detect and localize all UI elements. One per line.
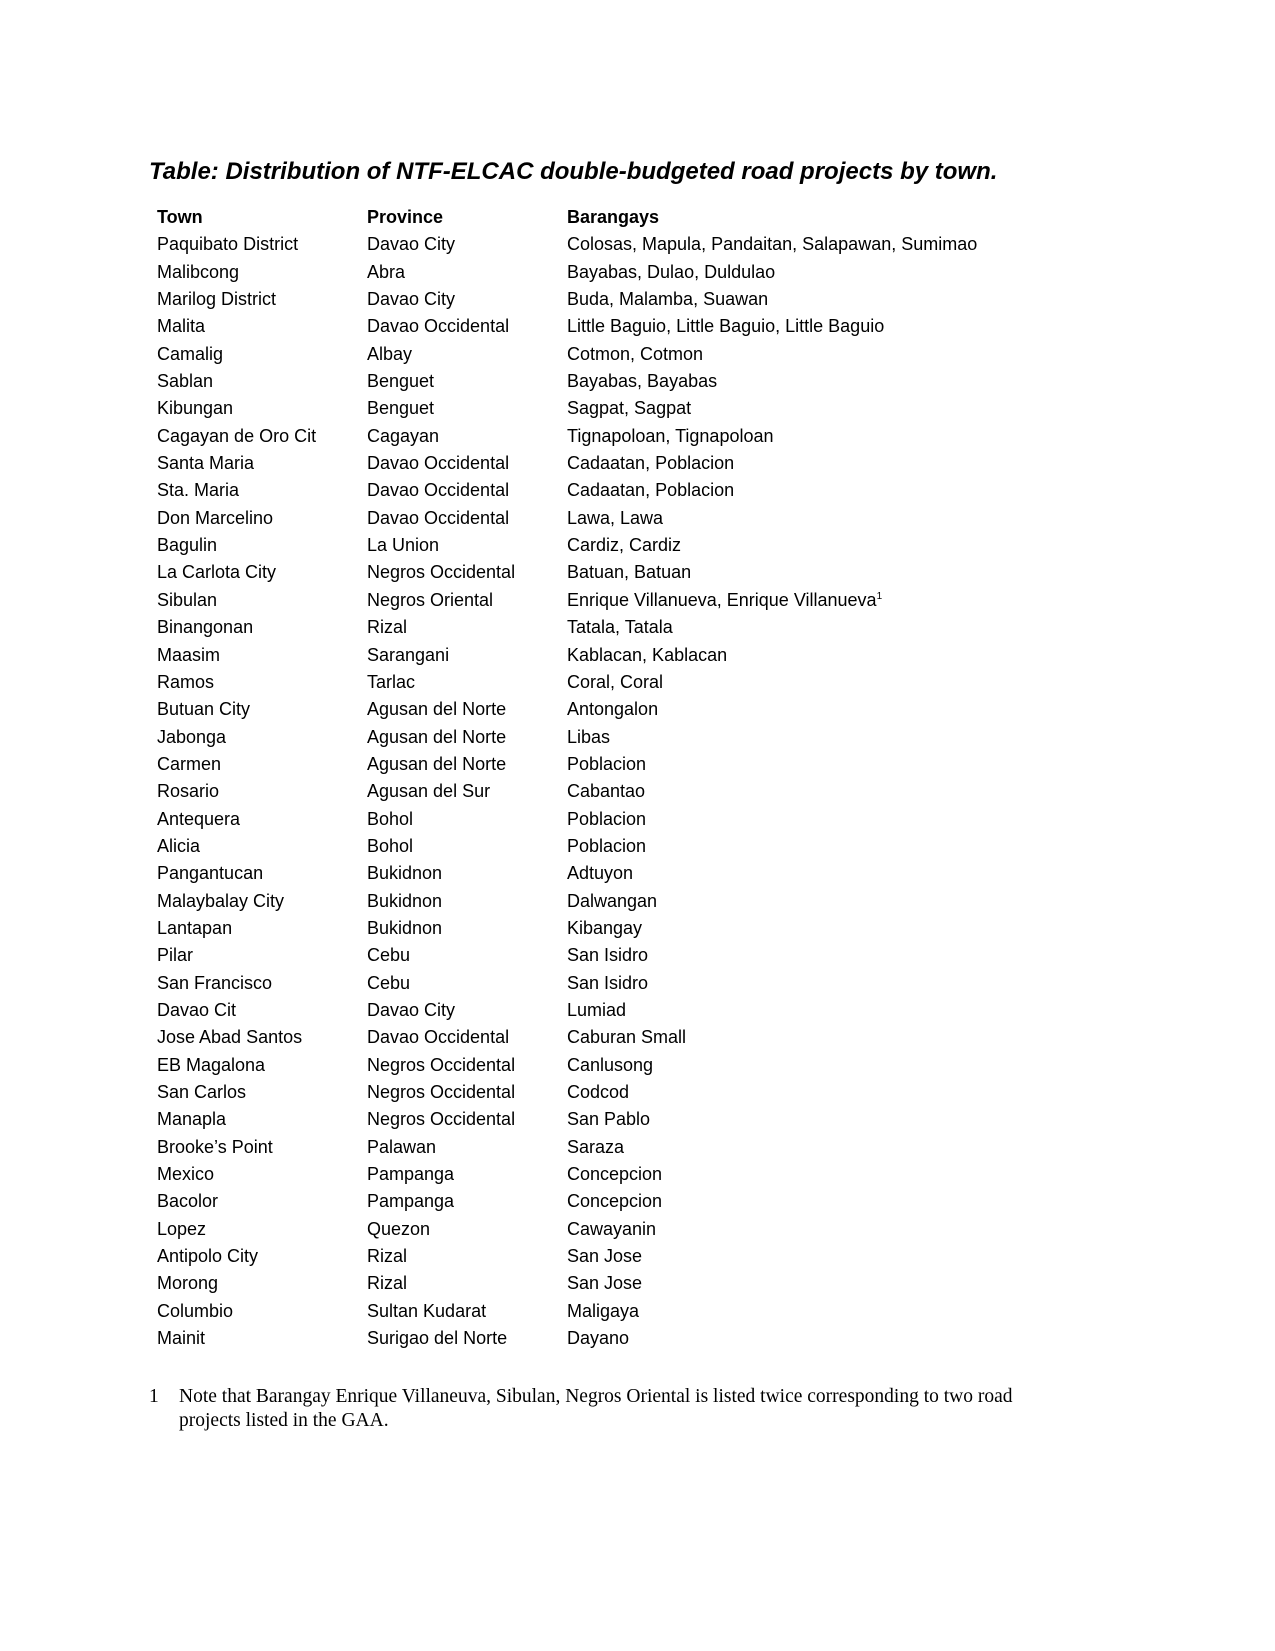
- cell-province: [367, 1188, 567, 1215]
- cell-town-text: San Carlos: [157, 1082, 247, 1102]
- cell-barangays: [567, 477, 1057, 504]
- cell-town-text: Manapla: [157, 1109, 227, 1130]
- cell-town-text: Malibcong: [157, 261, 240, 282]
- cell-province: [367, 997, 567, 1024]
- cell-province-text: Bohol: [367, 808, 414, 829]
- cell-province: [367, 778, 567, 805]
- cell-province: [367, 559, 567, 586]
- cell-barangays: [567, 970, 1057, 997]
- cell-town-text: Bagulin: [157, 535, 218, 556]
- cell-province-text: Sultan Kudarat: [367, 1300, 487, 1321]
- cell-province-text: Abra: [367, 261, 406, 282]
- cell-barangays: [567, 313, 1057, 340]
- cell-town: [157, 778, 367, 805]
- cell-province-text: La Union: [367, 535, 440, 556]
- cell-town: [157, 1325, 367, 1352]
- table-row: [157, 778, 1057, 805]
- cell-barangays-text: Poblacion: [567, 753, 647, 774]
- cell-province-text: Surigao del Norte: [367, 1328, 508, 1349]
- cell-barangays-text: Dalwangan: [567, 890, 658, 911]
- cell-town: [157, 286, 367, 313]
- cell-barangays: [567, 341, 1057, 368]
- cell-town-text: Sta. Maria: [157, 480, 240, 501]
- cell-barangays: [567, 587, 1057, 614]
- cell-town-text: Camalig: [157, 343, 224, 364]
- cell-province-text: Agusan del Sur: [367, 781, 491, 802]
- projects-table: [157, 204, 1057, 1352]
- cell-barangays: [567, 1161, 1057, 1188]
- cell-province-text: Bukidnon: [367, 890, 443, 911]
- cell-barangays: [567, 505, 1057, 532]
- cell-province: [367, 532, 567, 559]
- cell-town-text: Rosario: [157, 781, 220, 802]
- table-row: [157, 888, 1057, 915]
- cell-town: [157, 1270, 367, 1297]
- table-row: [157, 724, 1057, 751]
- footnote-reference: 1: [876, 590, 883, 602]
- cell-barangays-text: Enrique Villanueva, Enrique Villanueva: [567, 589, 877, 610]
- cell-barangays: [567, 1134, 1057, 1161]
- cell-barangays-text: Cadaatan, Poblacion: [567, 453, 735, 474]
- cell-barangays-text: Poblacion: [567, 835, 647, 856]
- cell-town-text: Alicia: [157, 835, 201, 856]
- cell-town-text: Bacolor: [157, 1191, 219, 1212]
- cell-town-text: Jose Abad Santos: [157, 1027, 303, 1048]
- cell-barangays-text: Canlusong: [567, 1054, 654, 1075]
- cell-town: [157, 806, 367, 833]
- cell-province: [367, 942, 567, 969]
- cell-barangays: [567, 669, 1057, 696]
- table-row: [157, 559, 1057, 586]
- cell-province: [367, 368, 567, 395]
- cell-province: [367, 888, 567, 915]
- cell-province: [367, 505, 567, 532]
- cell-town: [157, 970, 367, 997]
- cell-barangays: [567, 751, 1057, 778]
- cell-town: [157, 259, 367, 286]
- cell-town-text: La Carlota City: [157, 562, 277, 583]
- cell-barangays: [567, 231, 1057, 258]
- cell-barangays-text: Tignapoloan, Tignapoloan: [567, 425, 774, 446]
- cell-barangays: [567, 942, 1057, 969]
- cell-province-text: Negros Oriental: [367, 589, 494, 610]
- cell-province-text: Cebu: [367, 945, 411, 966]
- cell-town-text: Cagayan de Oro Cit: [157, 425, 317, 446]
- column-header-province: Province: [367, 207, 444, 227]
- cell-barangays-text: Caburan Small: [567, 1027, 687, 1048]
- cell-barangays: [567, 888, 1057, 915]
- table-row: [157, 614, 1057, 641]
- cell-town: [157, 1052, 367, 1079]
- cell-town: [157, 587, 367, 614]
- cell-barangays-text: San Jose: [567, 1246, 643, 1267]
- cell-province-text: Cebu: [367, 972, 411, 993]
- cell-province-text: Agusan del Norte: [367, 699, 507, 720]
- cell-province: [367, 395, 567, 422]
- cell-town: [157, 532, 367, 559]
- cell-province-text: Bukidnon: [367, 917, 443, 938]
- cell-town-text: Brooke’s Point: [157, 1136, 273, 1157]
- table-row: [157, 696, 1057, 723]
- table-title: Table: Distribution of NTF-ELCAC double-budgeted road projects by town.: [149, 158, 998, 185]
- table-row: [157, 833, 1057, 860]
- cell-town-text: Binangonan: [157, 617, 254, 638]
- cell-town: [157, 1298, 367, 1325]
- footnote-number: 1: [149, 1386, 159, 1407]
- cell-barangays: [567, 860, 1057, 887]
- cell-town: [157, 642, 367, 669]
- cell-town: [157, 942, 367, 969]
- table-row: [157, 997, 1057, 1024]
- cell-town-text: Don Marcelino: [157, 507, 274, 528]
- cell-barangays-text: Coral, Coral: [567, 671, 664, 692]
- table-row: [157, 669, 1057, 696]
- cell-town: [157, 341, 367, 368]
- cell-town-text: Marilog District: [157, 289, 277, 310]
- table-row: [157, 642, 1057, 669]
- table-row: [157, 1024, 1057, 1051]
- cell-town-text: Pangantucan: [157, 863, 264, 884]
- cell-barangays: [567, 724, 1057, 751]
- column-header-town: Town: [157, 207, 203, 227]
- cell-province-text: Davao Occidental: [367, 453, 510, 474]
- table-row: [157, 259, 1057, 286]
- cell-barangays: [567, 259, 1057, 286]
- cell-barangays: [567, 1243, 1057, 1270]
- cell-province: [367, 751, 567, 778]
- cell-barangays-text: Bayabas, Bayabas: [567, 371, 718, 392]
- cell-town: [157, 669, 367, 696]
- cell-town-text: Lopez: [157, 1218, 207, 1239]
- table-header-row: [157, 204, 1057, 231]
- cell-province: [367, 724, 567, 751]
- cell-province: [367, 259, 567, 286]
- cell-province-text: Davao Occidental: [367, 316, 510, 337]
- cell-town: [157, 1134, 367, 1161]
- cell-province-text: Agusan del Norte: [367, 726, 507, 747]
- cell-barangays-text: Concepcion: [567, 1191, 663, 1212]
- cell-town-text: Malita: [157, 316, 206, 337]
- cell-barangays: [567, 1106, 1057, 1133]
- cell-province-text: Palawan: [367, 1136, 437, 1157]
- cell-province: [367, 915, 567, 942]
- cell-province: [367, 423, 567, 450]
- cell-barangays: [567, 532, 1057, 559]
- table-row: [157, 1270, 1057, 1297]
- cell-town: [157, 231, 367, 258]
- cell-barangays-text: Codcod: [567, 1082, 630, 1102]
- cell-barangays: [567, 286, 1057, 313]
- cell-province-text: Davao City: [367, 289, 456, 310]
- cell-province-text: Negros Occidental: [367, 562, 516, 583]
- cell-town-text: Morong: [157, 1273, 219, 1294]
- table-row: [157, 806, 1057, 833]
- cell-town-text: Paquibato District: [157, 234, 299, 255]
- cell-town-text: Lantapan: [157, 917, 233, 938]
- cell-town: [157, 1161, 367, 1188]
- table-row: [157, 970, 1057, 997]
- cell-town-text: Carmen: [157, 753, 222, 774]
- cell-barangays-text: Colosas, Mapula, Pandaitan, Salapawan, Sumimao: [567, 234, 978, 255]
- cell-barangays: [567, 1216, 1057, 1243]
- cell-barangays-text: Bayabas, Dulao, Duldulao: [567, 261, 776, 282]
- cell-barangays-text: Cotmon, Cotmon: [567, 343, 704, 364]
- table-row: [157, 532, 1057, 559]
- cell-province: [367, 833, 567, 860]
- cell-province: [367, 1079, 567, 1106]
- table-row: [157, 1298, 1057, 1325]
- cell-province: [367, 614, 567, 641]
- cell-town: [157, 997, 367, 1024]
- cell-province-text: Albay: [367, 343, 413, 364]
- cell-town: [157, 559, 367, 586]
- table-row: [157, 477, 1057, 504]
- cell-town: [157, 368, 367, 395]
- cell-barangays: [567, 559, 1057, 586]
- cell-barangays-text: San Isidro: [567, 945, 649, 966]
- cell-province-text: Davao City: [367, 234, 456, 255]
- cell-province-text: Davao Occidental: [367, 1027, 510, 1048]
- cell-barangays-text: Maligaya: [567, 1300, 640, 1321]
- cell-province-text: Benguet: [367, 398, 435, 419]
- cell-province: [367, 1052, 567, 1079]
- cell-province-text: Tarlac: [367, 671, 416, 692]
- cell-town-text: Ramos: [157, 671, 215, 692]
- cell-town: [157, 888, 367, 915]
- cell-barangays: [567, 614, 1057, 641]
- cell-province-text: Bohol: [367, 835, 414, 856]
- cell-barangays-text: Dayano: [567, 1328, 630, 1349]
- cell-province: [367, 642, 567, 669]
- cell-town: [157, 1106, 367, 1133]
- cell-province: [367, 1298, 567, 1325]
- cell-province: [367, 669, 567, 696]
- cell-barangays-text: Lawa, Lawa: [567, 507, 664, 528]
- table-row: [157, 1134, 1057, 1161]
- cell-barangays-text: Little Baguio, Little Baguio, Little Baguio: [567, 316, 885, 337]
- cell-barangays: [567, 833, 1057, 860]
- footnote: [149, 1385, 1079, 1433]
- table-row: [157, 1216, 1057, 1243]
- cell-barangays-text: Antongalon: [567, 699, 659, 720]
- cell-province-text: Rizal: [367, 617, 408, 638]
- cell-province-text: Rizal: [367, 1273, 408, 1294]
- cell-barangays: [567, 997, 1057, 1024]
- cell-province: [367, 231, 567, 258]
- cell-province: [367, 970, 567, 997]
- cell-town-text: EB Magalona: [157, 1054, 266, 1075]
- cell-province: [367, 587, 567, 614]
- cell-town: [157, 505, 367, 532]
- cell-province: [367, 1024, 567, 1051]
- cell-barangays-text: Concepcion: [567, 1164, 663, 1185]
- table-row: [157, 1052, 1057, 1079]
- cell-town: [157, 1024, 367, 1051]
- cell-barangays-text: Kibangay: [567, 917, 643, 938]
- table-row: [157, 1106, 1057, 1133]
- table-row: [157, 1079, 1057, 1106]
- cell-province-text: Davao Occidental: [367, 507, 510, 528]
- table-row: [157, 587, 1057, 614]
- table-row: [157, 286, 1057, 313]
- table-row: [157, 313, 1057, 340]
- cell-barangays: [567, 368, 1057, 395]
- cell-barangays-text: San Pablo: [567, 1109, 651, 1130]
- cell-barangays-text: Sagpat, Sagpat: [567, 398, 692, 419]
- cell-town-text: Columbio: [157, 1300, 234, 1321]
- cell-province-text: Pampanga: [367, 1164, 455, 1185]
- table-row: [157, 231, 1057, 258]
- cell-town-text: Antipolo City: [157, 1246, 259, 1267]
- cell-barangays: [567, 1325, 1057, 1352]
- cell-province: [367, 1243, 567, 1270]
- cell-town: [157, 1079, 367, 1106]
- cell-barangays: [567, 450, 1057, 477]
- cell-town: [157, 423, 367, 450]
- cell-town: [157, 614, 367, 641]
- cell-province: [367, 286, 567, 313]
- table-row: [157, 1188, 1057, 1215]
- cell-town-text: Maasim: [157, 644, 221, 665]
- cell-barangays-text: Buda, Malamba, Suawan: [567, 289, 769, 310]
- cell-town: [157, 477, 367, 504]
- cell-province: [367, 1134, 567, 1161]
- cell-town-text: San Francisco: [157, 972, 273, 993]
- cell-town: [157, 313, 367, 340]
- cell-town: [157, 724, 367, 751]
- cell-barangays: [567, 696, 1057, 723]
- table-row: [157, 915, 1057, 942]
- cell-town-text: Mainit: [157, 1328, 206, 1349]
- cell-town: [157, 1216, 367, 1243]
- table-row: [157, 860, 1057, 887]
- cell-town: [157, 395, 367, 422]
- cell-barangays-text: Cardiz, Cardiz: [567, 535, 682, 556]
- cell-province-text: Davao City: [367, 999, 456, 1020]
- cell-province: [367, 860, 567, 887]
- cell-barangays: [567, 1052, 1057, 1079]
- cell-province-text: Agusan del Norte: [367, 753, 507, 774]
- cell-barangays-text: Kablacan, Kablacan: [567, 644, 728, 665]
- cell-province-text: Davao Occidental: [367, 480, 510, 501]
- cell-town-text: Malaybalay City: [157, 890, 285, 911]
- cell-province: [367, 1106, 567, 1133]
- cell-barangays-text: Batuan, Batuan: [567, 562, 692, 583]
- table-row: [157, 341, 1057, 368]
- cell-town-text: Santa Maria: [157, 453, 255, 474]
- cell-province: [367, 450, 567, 477]
- cell-town: [157, 450, 367, 477]
- cell-barangays: [567, 1298, 1057, 1325]
- cell-barangays-text: Cabantao: [567, 781, 646, 802]
- cell-province-text: Cagayan: [367, 425, 440, 446]
- cell-town-text: Pilar: [157, 945, 194, 966]
- cell-province: [367, 696, 567, 723]
- cell-province: [367, 1161, 567, 1188]
- table-row: [157, 942, 1057, 969]
- cell-barangays-text: Tatala, Tatala: [567, 617, 673, 638]
- cell-town: [157, 915, 367, 942]
- cell-barangays: [567, 806, 1057, 833]
- cell-town: [157, 751, 367, 778]
- cell-town: [157, 1188, 367, 1215]
- cell-barangays-text: Poblacion: [567, 808, 647, 829]
- cell-town-text: Sablan: [157, 371, 214, 392]
- cell-province-text: Negros Occidental: [367, 1082, 516, 1102]
- table-row: [157, 1161, 1057, 1188]
- footnote-text: Note that Barangay Enrique Villaneuva, Sibulan, Negros Oriental is listed twice corresponding to two road projects listed in the GAA.: [179, 1386, 1013, 1431]
- cell-province-text: Sarangani: [367, 644, 450, 665]
- cell-town-text: Mexico: [157, 1164, 215, 1185]
- cell-town-text: Antequera: [157, 808, 241, 829]
- cell-town-text: Jabonga: [157, 726, 227, 747]
- cell-town-text: Butuan City: [157, 699, 251, 720]
- cell-barangays-text: Saraza: [567, 1136, 625, 1157]
- cell-province-text: Negros Occidental: [367, 1109, 516, 1130]
- cell-barangays-text: Lumiad: [567, 999, 627, 1020]
- cell-province: [367, 1270, 567, 1297]
- table-row: [157, 450, 1057, 477]
- cell-town: [157, 696, 367, 723]
- cell-province-text: Bukidnon: [367, 863, 443, 884]
- table-row: [157, 505, 1057, 532]
- cell-barangays: [567, 1024, 1057, 1051]
- cell-barangays: [567, 423, 1057, 450]
- cell-barangays-text: Libas: [567, 726, 611, 747]
- cell-town-text: Sibulan: [157, 589, 218, 610]
- table-row: [157, 1325, 1057, 1352]
- cell-province-text: Benguet: [367, 371, 435, 392]
- cell-province: [367, 806, 567, 833]
- cell-barangays-text: San Jose: [567, 1273, 643, 1294]
- cell-barangays: [567, 915, 1057, 942]
- table-row: [157, 751, 1057, 778]
- cell-town: [157, 1243, 367, 1270]
- cell-town-text: Kibungan: [157, 398, 234, 419]
- cell-barangays-text: Adtuyon: [567, 863, 634, 884]
- cell-barangays-text: Cawayanin: [567, 1218, 657, 1239]
- table-row: [157, 1243, 1057, 1270]
- table-body: [157, 231, 1057, 1352]
- table-row: [157, 395, 1057, 422]
- cell-barangays: [567, 1079, 1057, 1106]
- cell-province-text: Pampanga: [367, 1191, 455, 1212]
- cell-town: [157, 833, 367, 860]
- cell-barangays: [567, 778, 1057, 805]
- cell-province: [367, 1325, 567, 1352]
- cell-barangays-text: San Isidro: [567, 972, 649, 993]
- column-header-barangays: Barangays: [567, 207, 660, 227]
- cell-barangays: [567, 395, 1057, 422]
- cell-province-text: Rizal: [367, 1246, 408, 1267]
- cell-barangays: [567, 1188, 1057, 1215]
- cell-town-text: Davao Cit: [157, 999, 237, 1020]
- table-row: [157, 368, 1057, 395]
- cell-province: [367, 477, 567, 504]
- cell-province: [367, 341, 567, 368]
- cell-barangays-text: Cadaatan, Poblacion: [567, 480, 735, 501]
- cell-province: [367, 1216, 567, 1243]
- cell-barangays: [567, 642, 1057, 669]
- cell-province-text: Negros Occidental: [367, 1054, 516, 1075]
- cell-province: [367, 313, 567, 340]
- cell-province-text: Quezon: [367, 1218, 431, 1239]
- table-row: [157, 423, 1057, 450]
- cell-barangays: [567, 1270, 1057, 1297]
- cell-town: [157, 860, 367, 887]
